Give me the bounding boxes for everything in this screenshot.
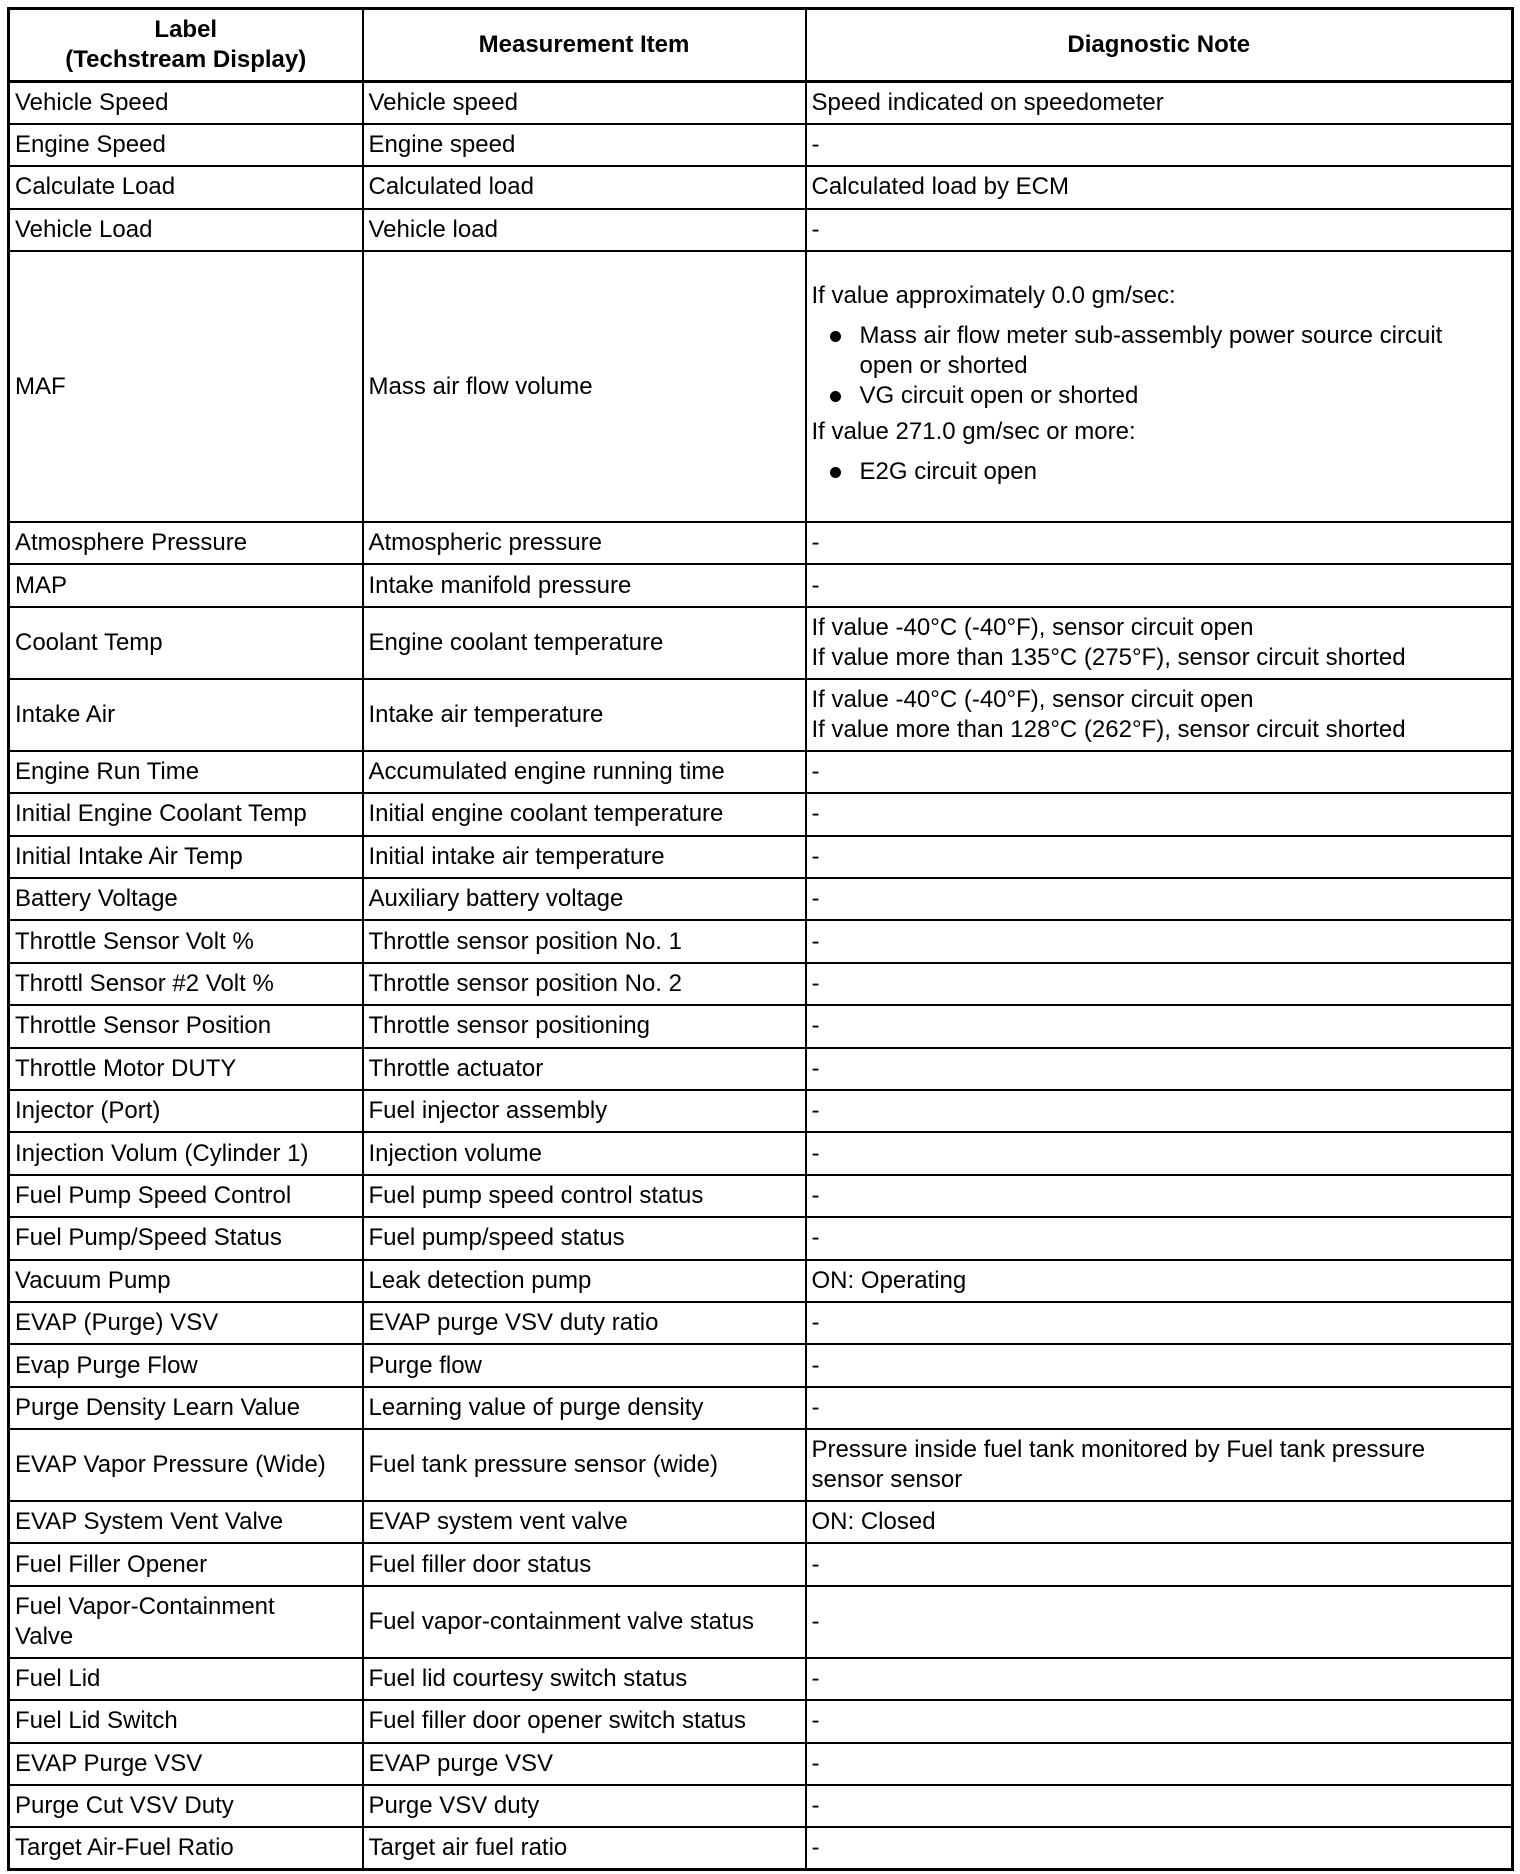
cell-measurement-item: Fuel lid courtesy switch status <box>363 1658 806 1700</box>
table-row <box>9 209 1513 251</box>
cell-measurement-item: Engine coolant temperature <box>363 607 806 679</box>
cell-measurement-item: Mass air flow volume <box>363 251 806 522</box>
cell-diagnostic-note: - <box>806 1785 1513 1827</box>
cell-diagnostic-note: - <box>806 564 1513 606</box>
cell-diagnostic-note: - <box>806 1700 1513 1742</box>
cell-diagnostic-note: - <box>806 793 1513 835</box>
cell-label: Vehicle Speed <box>9 82 363 124</box>
cell-diagnostic-note: ON: Operating <box>806 1260 1513 1302</box>
cell-measurement-item: Atmospheric pressure <box>363 522 806 564</box>
cell-measurement-item: Accumulated engine running time <box>363 751 806 793</box>
cell-label: Battery Voltage <box>9 878 363 920</box>
cell-label: Vehicle Load <box>9 209 363 251</box>
bullet-dot-icon <box>830 467 841 478</box>
list-item <box>860 457 1507 487</box>
cell-diagnostic-note: Calculated load by ECM <box>806 166 1513 208</box>
cell-label: Throttle Motor DUTY <box>9 1048 363 1090</box>
cell-diagnostic-note: - <box>806 1658 1513 1700</box>
cell-label: Throttle Sensor Position <box>9 1005 363 1047</box>
table-row <box>9 963 1513 1005</box>
list-item <box>860 321 1507 381</box>
cell-measurement-item: Calculated load <box>363 166 806 208</box>
table-row <box>9 1429 1513 1501</box>
cell-diagnostic-note <box>806 251 1513 522</box>
table-row <box>9 878 1513 920</box>
table-row <box>9 166 1513 208</box>
cell-diagnostic-note: - <box>806 1743 1513 1785</box>
cell-measurement-item: EVAP purge VSV <box>363 1743 806 1785</box>
cell-diagnostic-note: - <box>806 878 1513 920</box>
cell-measurement-item: Throttle actuator <box>363 1048 806 1090</box>
cell-label: Intake Air <box>9 679 363 751</box>
cell-measurement-item: Learning value of purge density <box>363 1387 806 1429</box>
table-header-row <box>9 9 1513 82</box>
cell-measurement-item: EVAP system vent valve <box>363 1501 806 1543</box>
cell-measurement-item: Throttle sensor positioning <box>363 1005 806 1047</box>
cell-label: Evap Purge Flow <box>9 1344 363 1386</box>
table-row <box>9 1543 1513 1585</box>
maf-note-intro-high: If value 271.0 gm/sec or more: <box>811 417 1136 445</box>
cell-measurement-item: Fuel filler door opener switch status <box>363 1700 806 1742</box>
table-row <box>9 1260 1513 1302</box>
cell-label: Purge Density Learn Value <box>9 1387 363 1429</box>
table-row <box>9 1344 1513 1386</box>
column-header-label <box>9 9 363 82</box>
cell-measurement-item: Fuel tank pressure sensor (wide) <box>363 1429 806 1501</box>
cell-diagnostic-note: - <box>806 1217 1513 1259</box>
table-row <box>9 1586 1513 1658</box>
cell-label <box>9 1586 363 1658</box>
cell-diagnostic-note: - <box>806 124 1513 166</box>
cell-diagnostic-note <box>806 1429 1513 1501</box>
cell-diagnostic-note: - <box>806 209 1513 251</box>
cell-measurement-item: Throttle sensor position No. 1 <box>363 920 806 962</box>
table-row <box>9 920 1513 962</box>
cell-measurement-item: Fuel injector assembly <box>363 1090 806 1132</box>
cell-measurement-item: Initial intake air temperature <box>363 836 806 878</box>
cell-diagnostic-note: - <box>806 1005 1513 1047</box>
column-header-diagnostic-note: Diagnostic Note <box>806 9 1513 82</box>
cell-measurement-item: Fuel vapor-containment valve status <box>363 1586 806 1658</box>
table-row <box>9 793 1513 835</box>
cell-label: EVAP Purge VSV <box>9 1743 363 1785</box>
table-row <box>9 1302 1513 1344</box>
cell-diagnostic-note: - <box>806 1586 1513 1658</box>
table-row <box>9 522 1513 564</box>
cell-measurement-item: Initial engine coolant temperature <box>363 793 806 835</box>
table-row <box>9 251 1513 522</box>
cell-diagnostic-note: - <box>806 522 1513 564</box>
cell-label: Fuel Lid <box>9 1658 363 1700</box>
maf-low-cause-list <box>812 321 1507 411</box>
cell-label: Initial Engine Coolant Temp <box>9 793 363 835</box>
cell-label: Purge Cut VSV Duty <box>9 1785 363 1827</box>
cell-diagnostic-note: - <box>806 1344 1513 1386</box>
table-row <box>9 82 1513 124</box>
table-row <box>9 679 1513 751</box>
cell-measurement-item: Injection volume <box>363 1132 806 1174</box>
cell-label: Coolant Temp <box>9 607 363 679</box>
bullet-text-line2: open or shorted <box>859 351 1028 379</box>
cell-label: EVAP System Vent Valve <box>9 1501 363 1543</box>
cell-label: EVAP (Purge) VSV <box>9 1302 363 1344</box>
note-line2: If value more than 135°C (275°F), sensor circuit shorted <box>811 643 1406 671</box>
cell-label: Initial Intake Air Temp <box>9 836 363 878</box>
cell-label: Target Air-Fuel Ratio <box>9 1827 363 1869</box>
table-row <box>9 751 1513 793</box>
cell-diagnostic-note: - <box>806 1090 1513 1132</box>
table-row <box>9 1700 1513 1742</box>
cell-label: Engine Speed <box>9 124 363 166</box>
table-row <box>9 1175 1513 1217</box>
table-row <box>9 1827 1513 1869</box>
label-line2: Valve <box>15 1622 74 1650</box>
cell-measurement-item: Fuel pump/speed status <box>363 1217 806 1259</box>
cell-label: Vacuum Pump <box>9 1260 363 1302</box>
cell-label: Engine Run Time <box>9 751 363 793</box>
maf-note-intro-low: If value approximately 0.0 gm/sec: <box>811 281 1176 309</box>
table-row <box>9 1387 1513 1429</box>
note-line1: If value -40°C (-40°F), sensor circuit open <box>811 685 1254 713</box>
cell-measurement-item: Fuel filler door status <box>363 1543 806 1585</box>
cell-diagnostic-note: - <box>806 1175 1513 1217</box>
cell-measurement-item: Leak detection pump <box>363 1260 806 1302</box>
cell-label: Injection Volum (Cylinder 1) <box>9 1132 363 1174</box>
cell-measurement-item: Engine speed <box>363 124 806 166</box>
bullet-text: E2G circuit open <box>859 457 1037 485</box>
bullet-dot-icon <box>830 391 841 402</box>
cell-measurement-item: EVAP purge VSV duty ratio <box>363 1302 806 1344</box>
cell-diagnostic-note: - <box>806 920 1513 962</box>
cell-measurement-item: Vehicle load <box>363 209 806 251</box>
table-row <box>9 1658 1513 1700</box>
cell-label: Fuel Pump/Speed Status <box>9 1217 363 1259</box>
cell-measurement-item: Auxiliary battery voltage <box>363 878 806 920</box>
cell-measurement-item: Vehicle speed <box>363 82 806 124</box>
cell-measurement-item: Fuel pump speed control status <box>363 1175 806 1217</box>
cell-label: Throttle Sensor Volt % <box>9 920 363 962</box>
cell-diagnostic-note: Speed indicated on speedometer <box>806 82 1513 124</box>
cell-measurement-item: Purge VSV duty <box>363 1785 806 1827</box>
note-line2: If value more than 128°C (262°F), sensor circuit shorted <box>811 715 1406 743</box>
cell-measurement-item: Target air fuel ratio <box>363 1827 806 1869</box>
table-row <box>9 1132 1513 1174</box>
table-row <box>9 1501 1513 1543</box>
cell-diagnostic-note <box>806 607 1513 679</box>
table-row <box>9 1048 1513 1090</box>
cell-diagnostic-note: ON: Closed <box>806 1501 1513 1543</box>
header-label-line1: Label <box>154 16 218 43</box>
table-row <box>9 607 1513 679</box>
cell-diagnostic-note: - <box>806 1132 1513 1174</box>
cell-label: Atmosphere Pressure <box>9 522 363 564</box>
note-line2: sensor sensor <box>811 1466 963 1494</box>
cell-diagnostic-note: - <box>806 836 1513 878</box>
cell-diagnostic-note: - <box>806 1387 1513 1429</box>
cell-label: MAF <box>9 251 363 522</box>
table-row <box>9 836 1513 878</box>
cell-diagnostic-note: - <box>806 1302 1513 1344</box>
cell-label: Injector (Port) <box>9 1090 363 1132</box>
cell-label: MAP <box>9 564 363 606</box>
cell-measurement-item: Intake manifold pressure <box>363 564 806 606</box>
table-row <box>9 1005 1513 1047</box>
list-item <box>860 381 1507 411</box>
bullet-text-line1: Mass air flow meter sub-assembly power source circuit <box>859 321 1443 349</box>
table-row <box>9 124 1513 166</box>
cell-label: Throttl Sensor #2 Volt % <box>9 963 363 1005</box>
cell-diagnostic-note: - <box>806 1543 1513 1585</box>
data-list-table <box>7 7 1514 1871</box>
maf-high-cause-list <box>812 457 1507 487</box>
cell-measurement-item: Purge flow <box>363 1344 806 1386</box>
cell-diagnostic-note: - <box>806 1827 1513 1869</box>
cell-measurement-item: Throttle sensor position No. 2 <box>363 963 806 1005</box>
cell-diagnostic-note: - <box>806 751 1513 793</box>
cell-diagnostic-note <box>806 679 1513 751</box>
note-line1: If value -40°C (-40°F), sensor circuit open <box>811 613 1254 641</box>
bullet-text: VG circuit open or shorted <box>859 381 1139 409</box>
table-row <box>9 564 1513 606</box>
table-row <box>9 1785 1513 1827</box>
table-row <box>9 1217 1513 1259</box>
cell-label: Fuel Filler Opener <box>9 1543 363 1585</box>
cell-label: Fuel Pump Speed Control <box>9 1175 363 1217</box>
header-label-line2: (Techstream Display) <box>65 46 307 73</box>
cell-label: Calculate Load <box>9 166 363 208</box>
label-line1: Fuel Vapor-Containment <box>15 1592 275 1620</box>
column-header-measurement-item: Measurement Item <box>363 9 806 82</box>
table-row <box>9 1090 1513 1132</box>
table-row <box>9 1743 1513 1785</box>
bullet-dot-icon <box>830 331 841 342</box>
cell-measurement-item: Intake air temperature <box>363 679 806 751</box>
cell-label: EVAP Vapor Pressure (Wide) <box>9 1429 363 1501</box>
cell-label: Fuel Lid Switch <box>9 1700 363 1742</box>
cell-diagnostic-note: - <box>806 1048 1513 1090</box>
cell-diagnostic-note: - <box>806 963 1513 1005</box>
note-line1: Pressure inside fuel tank monitored by Fuel tank pressure <box>811 1436 1426 1464</box>
